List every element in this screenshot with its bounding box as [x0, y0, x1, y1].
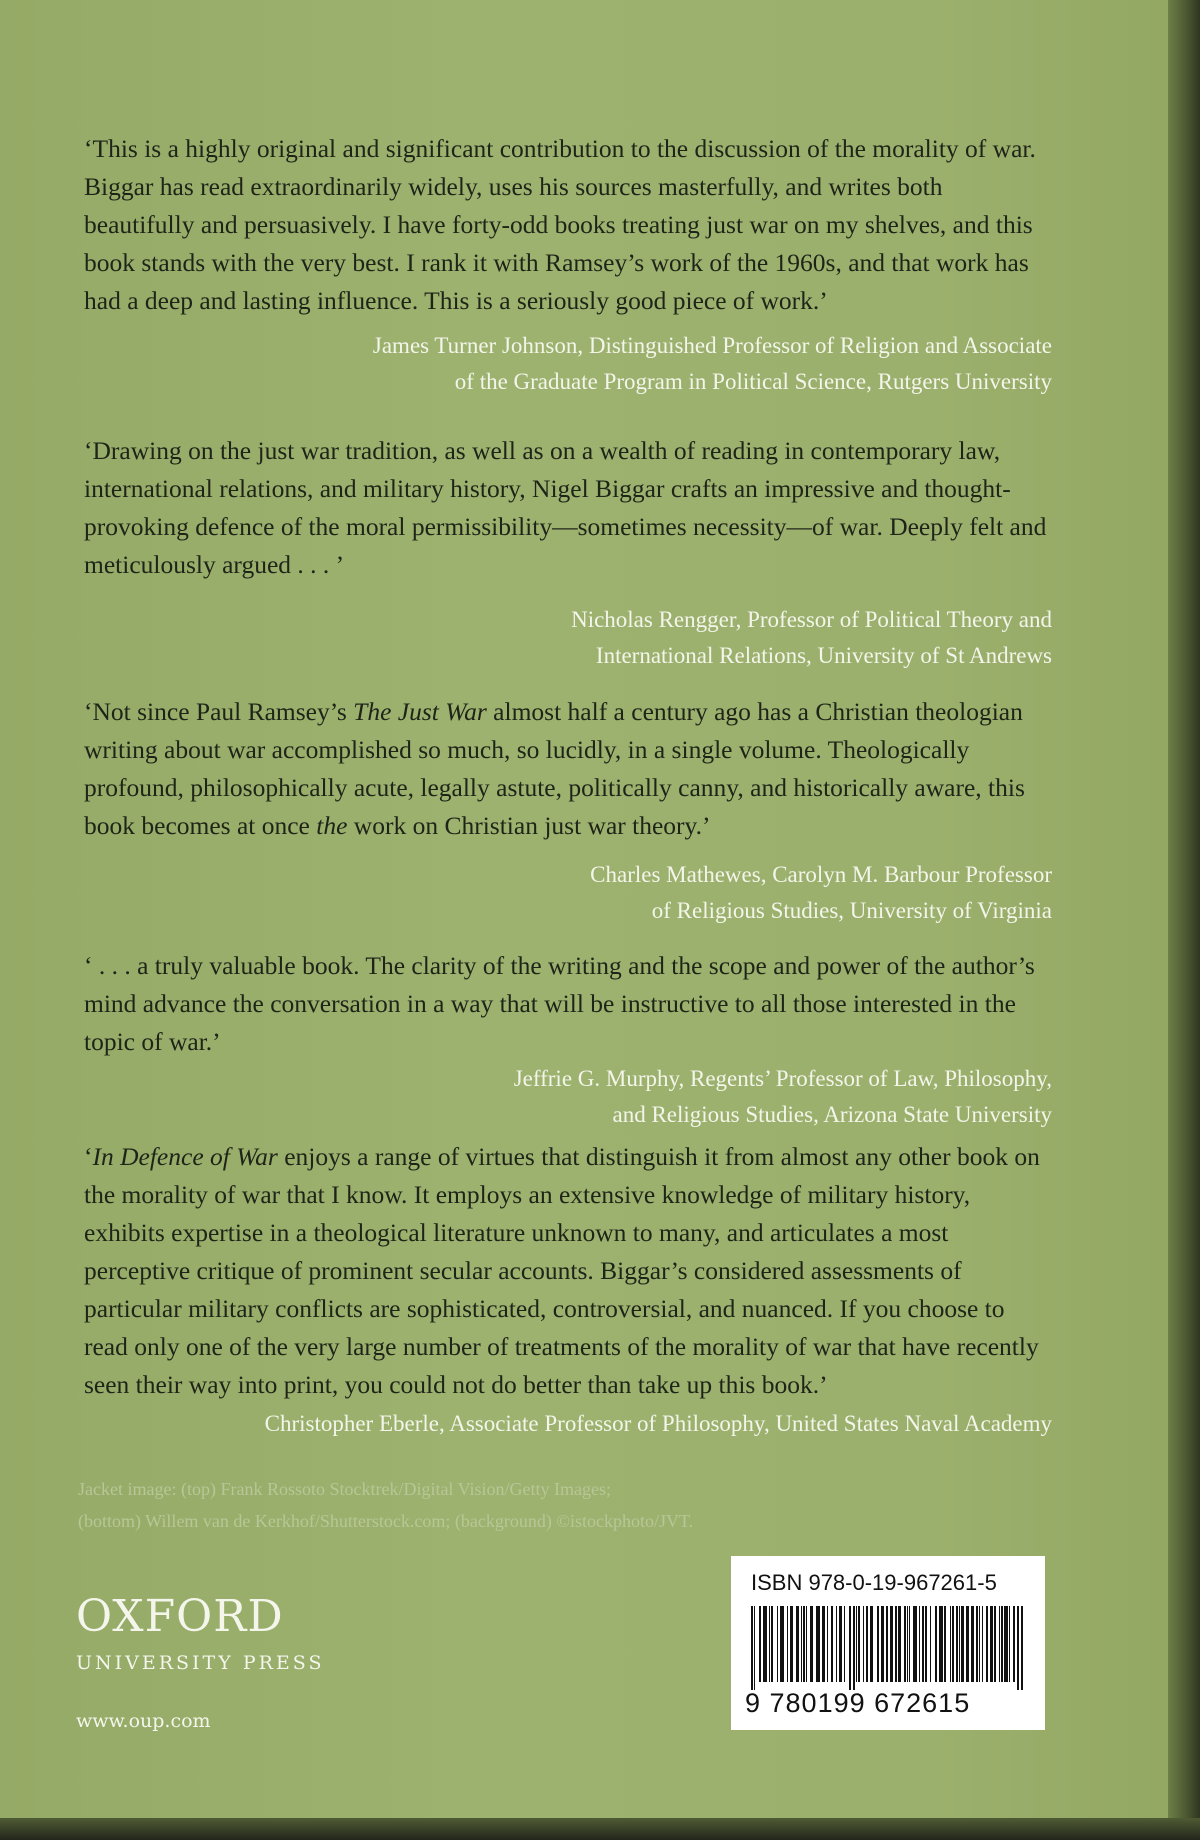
attribution-line: of the Graduate Program in Political Science, Rutgers University — [454, 369, 1052, 394]
barcode-bar — [935, 1606, 937, 1682]
barcode-bar — [982, 1606, 983, 1682]
barcode-bar — [866, 1606, 868, 1682]
isbn-label: ISBN 978-0-19-967261-5 — [751, 1570, 997, 1595]
blurb-quote: ‘This is a highly original and significant contribution to the discussion of the morality of war. Biggar has read extraordinarily widely, uses his sources masterfully, and writes both beautifully and persuasively. I have forty-odd books treating just war on my shelves, and this book stands with the very best. I rank it with Ramsey’s work of the 1960s, and that work has had a deep and lasting influence. This is a seriously good piece of work.’ — [84, 134, 1036, 315]
barcode-bar — [763, 1606, 767, 1682]
barcode-bar — [994, 1606, 996, 1682]
publisher-name: OXFORD — [76, 1591, 284, 1642]
attribution-line: and Religious Studies, Arizona State University — [612, 1102, 1052, 1127]
barcode-bar — [777, 1606, 778, 1682]
credit-line: (bottom) Willem van de Kerkhof/Shutterstock.com; (background) ©istockphoto/JVT. — [78, 1511, 694, 1531]
blurb-attribution — [84, 1406, 1052, 1442]
attribution-line: James Turner Johnson, Distinguished Professor of Religion and Associate — [372, 333, 1052, 358]
barcode-bar — [999, 1606, 1000, 1682]
quote-text: enjoys a range of virtues that distinguish it from almost any other book on the morality of war that I know. It employs an extensive knowledge of military history, exhibits expertise in a theological literature unknown to many, and articulates a most perceptive critique of prominent secular accounts. Biggar’s considered assessments of particular military conflicts are sophisticated, controversial, and nuanced. If you choose to read only one of the very large number of treatments of the morality of war that have recently seen their way into print, you could not do better than take up this book.’ — [84, 1142, 1040, 1399]
blurb-attribution — [84, 1061, 1052, 1133]
barcode-bar — [796, 1606, 799, 1682]
quote-text: ‘ — [84, 1142, 93, 1171]
publisher-website: www.oup.com — [76, 1710, 211, 1732]
barcode-bar — [966, 1606, 969, 1682]
barcode-bar — [1021, 1606, 1023, 1690]
barcode-bar — [971, 1606, 974, 1682]
barcode-bar — [925, 1606, 927, 1682]
barcode-bar — [913, 1606, 917, 1682]
attribution-line: Charles Mathewes, Carolyn M. Barbour Professor — [590, 862, 1052, 887]
barcode-bar — [909, 1606, 910, 1682]
quote-text: almost half a century ago has a Christian theologian writing about war accomplished so much, so lucidly, in a single volume. Theologically profound, philosophically acute, legally astute, politically canny, and historically aware, this book becomes at once — [84, 697, 1025, 840]
barcode-bar — [806, 1606, 807, 1682]
blurb-quote — [84, 1138, 1052, 1404]
barcode-bar — [979, 1606, 980, 1682]
barcode-bar — [844, 1606, 845, 1682]
barcode-digits: 9 780199 672615 — [745, 1688, 971, 1718]
barcode-bar — [1017, 1606, 1019, 1690]
barcode-bar — [922, 1606, 924, 1682]
barcode-bar — [839, 1606, 842, 1682]
barcode-bar — [950, 1606, 951, 1682]
book-title-italic: In Defence of War — [92, 1142, 278, 1171]
barcode-bar — [877, 1606, 879, 1682]
blurb-rengger — [84, 432, 1052, 674]
barcode-bar — [944, 1606, 946, 1682]
blurb-attribution — [84, 602, 1052, 674]
barcode-bar — [1004, 1606, 1008, 1682]
barcode-bar — [787, 1606, 788, 1682]
quote-text: ‘Not since Paul Ramsey’s — [84, 697, 354, 726]
attribution-line: International Relations, University of St Andrews — [595, 643, 1052, 668]
blurb-attribution — [84, 857, 1052, 929]
barcode-bar — [849, 1606, 851, 1690]
barcode-bar — [1013, 1606, 1015, 1682]
barcode-bar — [856, 1606, 857, 1682]
barcode-bar — [816, 1606, 820, 1682]
barcode-bar — [956, 1606, 958, 1682]
blurb-quote — [84, 693, 1052, 845]
barcode-bar — [780, 1606, 784, 1682]
barcode-bar — [751, 1606, 753, 1690]
barcode-bar — [959, 1606, 960, 1682]
barcode-bar — [801, 1606, 802, 1682]
blurb-attribution — [84, 328, 1052, 400]
barcode-bar — [759, 1606, 761, 1682]
barcode-bar — [870, 1606, 873, 1682]
blurb-mathewes — [84, 693, 1052, 929]
blurb-johnson — [84, 130, 1052, 400]
barcode-bar — [863, 1606, 864, 1682]
barcode-bar — [853, 1606, 855, 1690]
barcode-bar — [890, 1606, 893, 1682]
barcode-bar — [790, 1606, 793, 1682]
credit-line: Jacket image: (top) Frank Rossoto Stocktrek/Digital Vision/Getty Images; — [78, 1479, 612, 1499]
blurb-quote: ‘Drawing on the just war tradition, as well as on a wealth of reading in contemporary law, international relations, and military history, Nigel Biggar crafts an impressive and thought-provoking defence of the moral permissibility—sometimes necessity—of war. Deeply felt and meticulously argued . . . ’ — [84, 436, 1047, 579]
barcode-bar — [827, 1606, 828, 1682]
attribution-line: Christopher Eberle, Associate Professor of Philosophy, United States Naval Academy — [264, 1411, 1052, 1436]
blurb-murphy — [84, 947, 1052, 1133]
barcode-bar — [990, 1606, 993, 1682]
barcode-bar — [930, 1606, 931, 1682]
barcode-bar — [881, 1606, 884, 1682]
book-title-italic: The Just War — [353, 697, 487, 726]
jacket-image-credit — [78, 1473, 898, 1537]
cover-bottom-shadow — [0, 1818, 1200, 1840]
barcode-bar — [771, 1606, 773, 1682]
attribution-line: of Religious Studies, University of Virginia — [651, 898, 1052, 923]
barcode-bar — [858, 1606, 860, 1682]
barcode-bar — [907, 1606, 908, 1682]
barcode-bar — [919, 1606, 920, 1682]
barcode-bar — [836, 1606, 837, 1682]
barcode-bar — [1001, 1606, 1003, 1682]
attribution-line: Nicholas Rengger, Professor of Political Theory and — [571, 607, 1052, 632]
publisher-logo — [76, 1592, 324, 1732]
barcode-bar — [952, 1606, 954, 1682]
barcode-bar — [976, 1606, 978, 1682]
cover-edge-shadow — [1168, 0, 1200, 1840]
blurb-eberle — [84, 1138, 1052, 1442]
barcode-bar — [810, 1606, 813, 1682]
blurb-quote: ‘ . . . a truly valuable book. The clarity of the writing and the scope and power of the author’s mind advance the conversation in a way that will be instructive to all those interested in the topic of war.’ — [84, 951, 1035, 1056]
barcode-bar — [1009, 1606, 1010, 1682]
barcode-icon — [747, 1606, 1029, 1690]
isbn-barcode-box — [731, 1556, 1045, 1730]
publisher-press: UNIVERSITY PRESS — [76, 1652, 325, 1674]
barcode-bar — [904, 1606, 906, 1682]
barcode-bar — [769, 1606, 770, 1682]
attribution-line: Jeffrie G. Murphy, Regents’ Professor of Law, Philosophy, — [513, 1066, 1052, 1091]
barcode-bar — [898, 1606, 901, 1682]
barcode-bar — [754, 1606, 755, 1690]
barcode-bar — [886, 1606, 888, 1682]
barcode-bar — [831, 1606, 833, 1682]
barcode-bar — [895, 1606, 897, 1682]
barcode-bar — [803, 1606, 805, 1682]
barcode-bar — [961, 1606, 964, 1682]
emphasis-italic: the — [316, 811, 348, 840]
barcode-bar — [822, 1606, 825, 1682]
barcode-bar — [986, 1606, 988, 1682]
barcode-bar — [939, 1606, 943, 1682]
quote-text: work on Christian just war theory.’ — [347, 811, 711, 840]
